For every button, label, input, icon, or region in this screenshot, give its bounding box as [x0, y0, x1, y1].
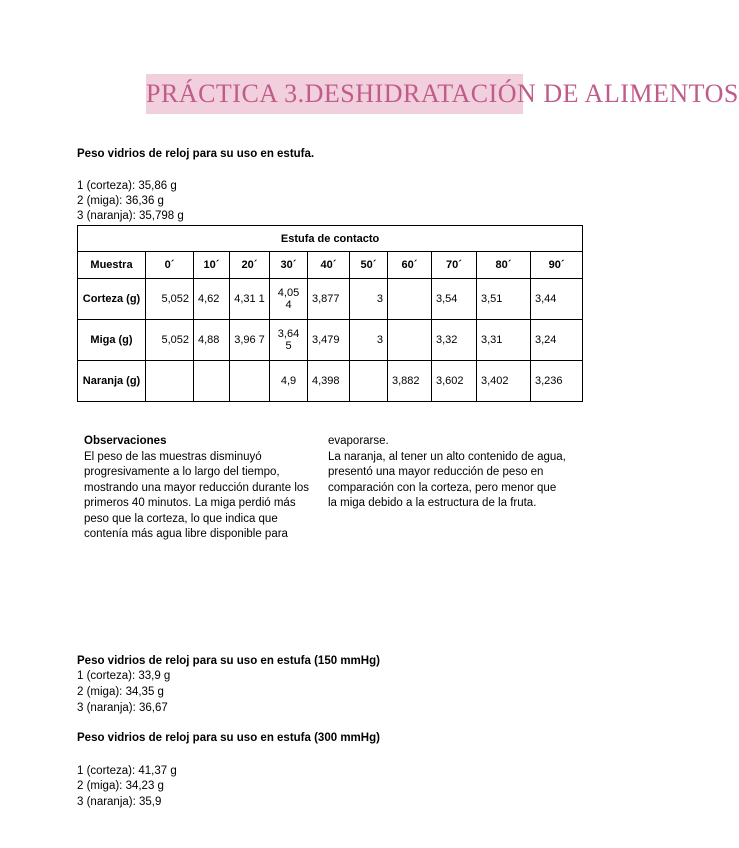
section3-line-2: 2 (miga): 34,23 g: [77, 780, 164, 792]
table-header-row: [78, 252, 583, 279]
table-cell: 4,62: [194, 279, 230, 320]
section2-line-2: 2 (miga): 34,35 g: [77, 686, 164, 698]
row-label: Corteza (g): [78, 279, 146, 320]
header-cell: 80´: [477, 252, 531, 279]
table-cell: 3,236: [531, 361, 583, 402]
table-cell: [194, 361, 230, 402]
observations-line: progresivamente a lo largo del tiempo,: [84, 466, 280, 478]
section3-heading: Peso vidrios de reloj para su uso en estufa (300 mmHg): [77, 732, 380, 744]
header-cell: 30´: [270, 252, 308, 279]
section2-line-1: 1 (corteza): 33,9 g: [77, 670, 171, 682]
table-caption: Estufa de contacto: [78, 226, 583, 252]
table-cell: [350, 361, 388, 402]
header-cell: 10´: [194, 252, 230, 279]
table-cell: 5,052: [146, 320, 194, 361]
header-cell: 70´: [432, 252, 477, 279]
table-row: [78, 361, 583, 402]
table-cell: 3,31: [477, 320, 531, 361]
drying-table: [77, 225, 583, 402]
table-cell: [146, 361, 194, 402]
observations-line: El peso de las muestras disminuyó: [84, 450, 262, 463]
table-cell: 4,9: [270, 361, 308, 402]
observations-line: primeros 40 minutos. La miga perdió más: [84, 497, 296, 509]
observations-line: mostrando una mayor reducción durante los: [84, 481, 310, 494]
row-label: Naranja (g): [78, 361, 146, 402]
section3-line-1: 1 (corteza): 41,37 g: [77, 765, 177, 777]
table-cell: 3: [350, 279, 388, 320]
section2-heading: Peso vidrios de reloj para su uso en estufa (150 mmHg): [77, 655, 380, 667]
table-cell: 3,24: [531, 320, 583, 361]
header-cell: 50´: [350, 252, 388, 279]
table-cell: 3,402: [477, 361, 531, 402]
table-caption-row: [78, 226, 583, 252]
header-cell: 90´: [531, 252, 583, 279]
header-cell: 0´: [146, 252, 194, 279]
table-cell: 4,31 1: [230, 279, 270, 320]
table-cell: 3,96 7: [230, 320, 270, 361]
observations-col-2: [328, 434, 588, 512]
table-cell: 3,877: [308, 279, 350, 320]
observations-line: peso que la corteza, lo que indica que: [84, 512, 278, 525]
table-cell: 3,32: [432, 320, 477, 361]
table-cell: 3,51: [477, 279, 531, 320]
table-cell: 4,05 4: [270, 279, 308, 320]
header-cell: Muestra: [78, 252, 146, 279]
section2-line-3: 3 (naranja): 36,67: [77, 702, 168, 714]
observations-line: evaporarse.: [328, 435, 389, 447]
table-cell: 4,398: [308, 361, 350, 402]
section1-line-3: 3 (naranja): 35,798 g: [77, 210, 184, 222]
table-cell: 5,052: [146, 279, 194, 320]
observations-col-1: [84, 434, 326, 543]
table-cell: 3,882: [388, 361, 432, 402]
observations-heading: Observaciones: [84, 435, 167, 447]
table-cell: [388, 320, 432, 361]
table-cell: [230, 361, 270, 402]
table-cell: 3: [350, 320, 388, 361]
header-cell: 60´: [388, 252, 432, 279]
observations-line: comparación con la corteza, pero menor que: [328, 481, 557, 494]
section1-line-1: 1 (corteza): 35,86 g: [77, 180, 177, 192]
section1-heading: Peso vidrios de reloj para su uso en estufa.: [77, 148, 315, 160]
observations-line: la miga debido a la estructura de la fruta.: [328, 497, 537, 509]
table-cell: 3,479: [308, 320, 350, 361]
table-cell: [388, 279, 432, 320]
header-cell: 20´: [230, 252, 270, 279]
observations-line: contenía más agua libre disponible para: [84, 528, 288, 540]
table-cell: 3,44: [531, 279, 583, 320]
table-cell: 3,54: [432, 279, 477, 320]
table-cell: 3,64 5: [270, 320, 308, 361]
page-title: PRÁCTICA 3.DESHIDRATACIÓN DE ALIMENTOS: [146, 74, 523, 114]
row-label: Miga (g): [78, 320, 146, 361]
section3-line-3: 3 (naranja): 35,9: [77, 796, 162, 808]
header-cell: 40´: [308, 252, 350, 279]
table-row: [78, 320, 583, 361]
table-row: [78, 279, 583, 320]
table-cell: 4,88: [194, 320, 230, 361]
table-cell: 3,602: [432, 361, 477, 402]
observations-line: La naranja, al tener un alto contenido de agua,: [328, 450, 566, 463]
section1-line-2: 2 (miga): 36,36 g: [77, 195, 164, 207]
observations-line: presentó una mayor reducción de peso en: [328, 466, 544, 478]
